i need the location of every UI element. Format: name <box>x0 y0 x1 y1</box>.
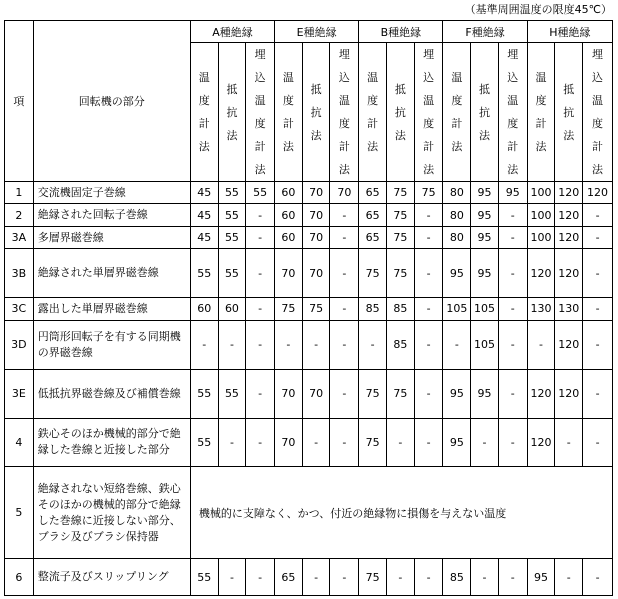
value-cell: - <box>583 369 613 418</box>
row-part: 整流子及びスリップリング <box>33 559 190 596</box>
value-cell: - <box>527 320 555 369</box>
table-row <box>5 369 613 418</box>
row-part: 絶縁された回転子巻線 <box>33 204 190 226</box>
value-cell: 55 <box>218 204 246 226</box>
value-cell: - <box>218 559 246 596</box>
header-method: 抵抗法 <box>555 43 583 182</box>
value-cell: - <box>246 418 275 467</box>
value-cell: 45 <box>190 182 218 204</box>
value-cell: - <box>190 320 218 369</box>
value-cell: 70 <box>302 226 330 248</box>
row-id: 6 <box>5 559 34 596</box>
value-cell: 95 <box>443 418 471 467</box>
value-cell: - <box>414 249 443 298</box>
value-cell: 75 <box>359 249 387 298</box>
value-cell: - <box>498 204 527 226</box>
header-method: 埋込温度計法 <box>330 43 359 182</box>
value-cell: - <box>414 418 443 467</box>
value-cell: 55 <box>218 182 246 204</box>
value-cell: - <box>583 204 613 226</box>
value-cell: 85 <box>386 298 414 320</box>
value-cell: 75 <box>275 298 303 320</box>
table-row <box>5 559 613 596</box>
header-method: 温度計法 <box>275 43 303 182</box>
value-cell: 75 <box>359 418 387 467</box>
value-cell: - <box>386 418 414 467</box>
value-cell: 75 <box>386 204 414 226</box>
value-cell: 130 <box>527 298 555 320</box>
value-cell: 55 <box>218 369 246 418</box>
value-cell: - <box>471 559 499 596</box>
value-cell: 120 <box>555 204 583 226</box>
table-row <box>5 418 613 467</box>
value-cell: 120 <box>555 320 583 369</box>
value-cell: 120 <box>555 182 583 204</box>
value-cell: - <box>443 320 471 369</box>
value-cell: 95 <box>443 249 471 298</box>
row-id: 3E <box>5 369 34 418</box>
value-cell: 95 <box>471 182 499 204</box>
value-cell: 70 <box>302 182 330 204</box>
row-part: 絶縁されない短絡巻線、鉄心そのほかの機械的部分で絶縁した巻線に近接しない部分、ブラシ及びブラシ保持器 <box>33 467 190 559</box>
value-cell: - <box>302 320 330 369</box>
value-cell: - <box>330 559 359 596</box>
value-cell: 75 <box>359 559 387 596</box>
value-cell: - <box>498 226 527 248</box>
value-cell: 75 <box>386 249 414 298</box>
value-cell: 105 <box>443 298 471 320</box>
value-cell: 55 <box>190 369 218 418</box>
value-cell: 55 <box>218 249 246 298</box>
row-id: 3D <box>5 320 34 369</box>
value-cell: - <box>246 204 275 226</box>
value-cell: - <box>498 298 527 320</box>
value-cell: 100 <box>527 182 555 204</box>
header-method: 温度計法 <box>190 43 218 182</box>
value-cell: - <box>498 320 527 369</box>
value-cell: 75 <box>386 369 414 418</box>
value-cell: - <box>498 369 527 418</box>
value-cell: 120 <box>555 369 583 418</box>
value-cell: - <box>330 226 359 248</box>
value-cell: 60 <box>190 298 218 320</box>
row-id: 2 <box>5 204 34 226</box>
value-cell: - <box>498 249 527 298</box>
value-cell: - <box>583 418 613 467</box>
value-cell: 75 <box>386 226 414 248</box>
value-cell: - <box>386 559 414 596</box>
header-class-e: E種絶縁 <box>275 21 359 43</box>
value-cell: 80 <box>443 204 471 226</box>
value-cell: 130 <box>555 298 583 320</box>
header-method: 埋込温度計法 <box>583 43 613 182</box>
table-row <box>5 320 613 369</box>
row-id: 5 <box>5 467 34 559</box>
value-cell: 55 <box>190 559 218 596</box>
value-cell: - <box>302 418 330 467</box>
value-cell: - <box>583 249 613 298</box>
value-cell: - <box>498 559 527 596</box>
value-cell: 70 <box>275 369 303 418</box>
value-cell: - <box>583 298 613 320</box>
value-cell: - <box>414 559 443 596</box>
value-cell: 55 <box>190 249 218 298</box>
value-cell: 70 <box>302 249 330 298</box>
value-cell: 55 <box>246 182 275 204</box>
value-cell: - <box>330 204 359 226</box>
table-row <box>5 249 613 298</box>
header-class-b: B種絶縁 <box>359 21 443 43</box>
row-part: 鉄心そのほか機械的部分で絶縁した巻線と近接した部分 <box>33 418 190 467</box>
row-part: 低抵抗界磁巻線及び補償巻線 <box>33 369 190 418</box>
row-id: 3C <box>5 298 34 320</box>
value-cell: 75 <box>414 182 443 204</box>
value-cell: 95 <box>471 226 499 248</box>
value-cell: 70 <box>302 369 330 418</box>
row-note: 機械的に支障なく、かつ、付近の絶縁物に損傷を与えない温度 <box>190 467 612 559</box>
value-cell: 45 <box>190 204 218 226</box>
value-cell: - <box>330 418 359 467</box>
value-cell: 75 <box>302 298 330 320</box>
value-cell: 70 <box>302 204 330 226</box>
value-cell: 65 <box>359 182 387 204</box>
header-method: 温度計法 <box>359 43 387 182</box>
value-cell: - <box>359 320 387 369</box>
value-cell: 55 <box>218 226 246 248</box>
value-cell: - <box>302 559 330 596</box>
value-cell: 120 <box>583 182 613 204</box>
value-cell: 120 <box>527 249 555 298</box>
header-method: 埋込温度計法 <box>414 43 443 182</box>
header-class-h: H種絶縁 <box>527 21 612 43</box>
value-cell: - <box>275 320 303 369</box>
value-cell: 60 <box>275 182 303 204</box>
value-cell: 120 <box>555 226 583 248</box>
row-part: 多層界磁巻線 <box>33 226 190 248</box>
header-method: 温度計法 <box>443 43 471 182</box>
value-cell: 95 <box>471 249 499 298</box>
value-cell: - <box>218 418 246 467</box>
value-cell: - <box>583 320 613 369</box>
value-cell: - <box>330 298 359 320</box>
value-cell: - <box>246 249 275 298</box>
value-cell: - <box>246 226 275 248</box>
header-method: 埋込温度計法 <box>498 43 527 182</box>
value-cell: - <box>555 559 583 596</box>
row-part: 露出した単層界磁巻線 <box>33 298 190 320</box>
value-cell: - <box>583 559 613 596</box>
value-cell: - <box>414 369 443 418</box>
value-cell: - <box>218 320 246 369</box>
value-cell: - <box>330 249 359 298</box>
value-cell: 95 <box>471 369 499 418</box>
value-cell: 100 <box>527 204 555 226</box>
header-part: 回転機の部分 <box>33 21 190 182</box>
value-cell: - <box>414 298 443 320</box>
table-row <box>5 204 613 226</box>
value-cell: - <box>246 559 275 596</box>
row-part: 絶縁された単層界磁巻線 <box>33 249 190 298</box>
value-cell: 65 <box>359 204 387 226</box>
value-cell: 120 <box>527 369 555 418</box>
value-cell: 70 <box>330 182 359 204</box>
value-cell: - <box>330 369 359 418</box>
value-cell: - <box>471 418 499 467</box>
value-cell: 85 <box>443 559 471 596</box>
row-id: 3B <box>5 249 34 298</box>
row-id: 1 <box>5 182 34 204</box>
value-cell: 75 <box>359 369 387 418</box>
value-cell: - <box>498 418 527 467</box>
value-cell: 75 <box>386 182 414 204</box>
value-cell: - <box>246 320 275 369</box>
value-cell: 80 <box>443 182 471 204</box>
value-cell: 120 <box>527 418 555 467</box>
value-cell: 95 <box>471 204 499 226</box>
value-cell: - <box>246 298 275 320</box>
table-row <box>5 298 613 320</box>
table-row <box>5 226 613 248</box>
value-cell: - <box>414 226 443 248</box>
row-part: 交流機固定子巻線 <box>33 182 190 204</box>
value-cell: 70 <box>275 249 303 298</box>
value-cell: 95 <box>527 559 555 596</box>
value-cell: 80 <box>443 226 471 248</box>
value-cell: 70 <box>275 418 303 467</box>
header-item: 項 <box>5 21 34 182</box>
value-cell: - <box>555 418 583 467</box>
value-cell: 45 <box>190 226 218 248</box>
header-class-f: F種絶縁 <box>443 21 527 43</box>
value-cell: 60 <box>218 298 246 320</box>
value-cell: - <box>246 369 275 418</box>
value-cell: 120 <box>555 249 583 298</box>
row-id: 3A <box>5 226 34 248</box>
temperature-rise-table <box>4 20 613 596</box>
value-cell: 55 <box>190 418 218 467</box>
value-cell: 85 <box>386 320 414 369</box>
value-cell: 65 <box>359 226 387 248</box>
value-cell: 65 <box>275 559 303 596</box>
value-cell: 105 <box>471 298 499 320</box>
header-method: 埋込温度計法 <box>246 43 275 182</box>
value-cell: 60 <box>275 226 303 248</box>
value-cell: - <box>330 320 359 369</box>
value-cell: 60 <box>275 204 303 226</box>
header-method: 温度計法 <box>527 43 555 182</box>
value-cell: 95 <box>498 182 527 204</box>
value-cell: 100 <box>527 226 555 248</box>
header-method: 抵抗法 <box>386 43 414 182</box>
table-row <box>5 467 613 559</box>
table-row <box>5 182 613 204</box>
row-id: 4 <box>5 418 34 467</box>
value-cell: - <box>414 204 443 226</box>
value-cell: 105 <box>471 320 499 369</box>
temperature-limit-note: （基準周囲温度の限度45℃） <box>464 3 612 16</box>
header-method: 抵抗法 <box>471 43 499 182</box>
header-class-a: A種絶縁 <box>190 21 274 43</box>
value-cell: - <box>583 226 613 248</box>
value-cell: 95 <box>443 369 471 418</box>
value-cell: 85 <box>359 298 387 320</box>
header-method: 抵抗法 <box>302 43 330 182</box>
value-cell: - <box>414 320 443 369</box>
header-method: 抵抗法 <box>218 43 246 182</box>
row-part: 円筒形回転子を有する同期機の界磁巻線 <box>33 320 190 369</box>
